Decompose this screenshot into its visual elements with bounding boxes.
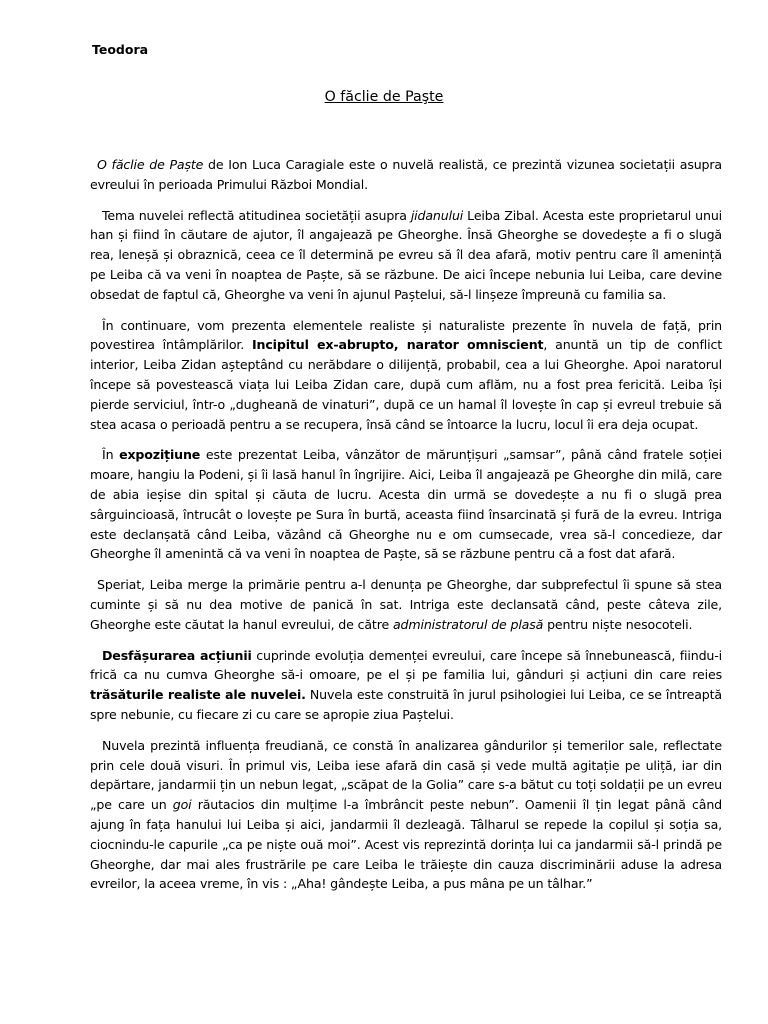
bold-text: Desfășurarea acțiunii <box>102 647 252 663</box>
text-run: este prezentat Leiba, vânzător de mărunțișuri „samsar”, până când fratele soției moare, hangiu la Podeni, și îi lasă hanul în îngrijire. Aici, Leiba îl angajează pe Gheorghe din milă, care de abia ieșise din spital și căuta de lucru. Acesta din urmă se dovedește a nu fi o slugă prea sârguincioasă, întrucât o lovește pe Sura în burtă, aceasta fiind însarcinată și fură de la evreu. Intriga este declanșată când Leiba, văzând că Gheorghe nu e om cumsecade, vrea să-l concedieze, dar Gheorghe îl amenintă că va veni în noaptea de Paște, să se răzbune pentru că a fost dat afară. <box>90 447 722 562</box>
italic-text: goi <box>172 797 192 813</box>
bold-text: expozițiune <box>119 447 201 463</box>
italic-text: jidanului <box>410 207 464 223</box>
italic-text: administratorul de plasă <box>392 616 544 632</box>
text-run: Nuvela prezintă influența freudiană, ce constă în analizarea gândurilor și temerilor sale, reflectate prin cele două visuri. În primul vis, Leiba iese afară din casă și vede multă agitație pe uliță, iar din depărtare, jandarmii țin un nebun legat, „scăpat de la Golia” care s-a bătut cu toți soldații pe un evreu „pe care un <box>90 737 723 813</box>
paragraph-dreams <box>90 736 722 894</box>
paragraph-development <box>90 646 722 725</box>
bold-text: trăsăturile realiste ale nuvelei. <box>90 687 306 703</box>
text-run: Leiba Zibal. Acesta este proprietarul unui han și fiind în căutare de ajutor, îl angajează pe Gheorghe. Însă Gheorghe se dovedește a fi o slugă rea, leneșă și obraznică, ceea ce îl determină pe evreu să îl dea afară, motiv pentru care îl amenință pe Leiba că va veni în noaptea de Paște, să se răzbune. De aici începe nebunia lui Leiba, care devine obsedat de faptul că, Gheorghe va veni în ajunul Paștelui, să-l linșeze împreună cu familia sa. <box>90 207 723 302</box>
document-title: O făclie de Paşte <box>324 89 444 105</box>
italic-text: O făclie de Paște <box>97 157 204 172</box>
text-run: de Ion Luca Caragiale este o nuvelă realistă, ce prezintă vizunea societații asupra evreului în perioada Primului Război Mondial. <box>90 157 723 192</box>
text-run: În continuare, vom prezenta elementele realiste și naturaliste prezente în nuvela de față, prin povestirea întâmplărilor. <box>90 317 722 353</box>
text-run: Speriat, Leiba merge la primărie pentru a-l denunța pe Gheorghe, dar subprefectul îi spune să stea cuminte și să nu dea motive de panică în sat. Intriga este declansată când, peste câteva zile, Gheorghe este căutat la hanul evreului, de către <box>90 577 722 632</box>
bold-text: Incipitul ex-abrupto, narator omniscient <box>252 337 544 353</box>
text-run: răutacios din mulțime l-a îmbrâncit peste nebun”. Oamenii îl țin legat până când ajung în fața hanului lui Leiba și aici, jandarmii îl dezleagă. Tâlharul se repede la copilul și soția sa, ciocnindu-le capurile „ca pe niște ouă moi”. Acest vis reprezintă dorința lui ca jandarmii să-l prindă pe Gheorghe, dar mai ales frustrările pe care Leiba le trăiește din cauza discriminării aduse la adresa evreilor, la aceea vreme, în vis : „Aha! gândește Leiba, a pus mâna pe un tâlhar.” <box>90 797 723 892</box>
paragraph-theme <box>90 206 722 305</box>
paragraph-intrigue <box>90 575 722 634</box>
document-body <box>90 155 722 905</box>
paragraph-exposition <box>90 445 722 564</box>
paragraph-continuation <box>90 316 722 435</box>
text-run: pentru niște nesocoteli. <box>543 616 693 632</box>
text-run: Tema nuvelei reflectă atitudinea societății asupra <box>102 207 411 223</box>
text-run: cuprinde evoluția demenței evreului, care începe să înnebunească, fiindu-i frică ca nu cumva Gheorghe să-i omoare, pe el și pe familia lui, gânduri și acțiuni din care reies <box>90 647 722 683</box>
text-run: Nuvela este construită în jurul psihologiei lui Leiba, ce se întreaptă spre nebunie, cu fiecare zi cu care se apropie ziua Paștelui. <box>90 687 722 722</box>
paragraph-intro <box>90 155 722 195</box>
text-run: , anuntă un tip de conflict interior, Leiba Zidan așteptând cu nerăbdare o dilijență, probabil, cea a lui Gheorghe. Apoi naratorul începe să povestească viața lui Leiba Zidan care, după cum aflăm, nu a fost prea fericită. Leiba își pierde serviciul, într-o „dugheană de vinaturi”, după ce un hamal îl lovește în cap și evreul trebuie să stea acasa o perioadă pentru a se recupera, însă când se întoarce la lucru, locul îi era deja ocupat. <box>90 337 723 432</box>
author-name: Teodora <box>92 42 149 57</box>
text-run: În <box>102 447 120 463</box>
